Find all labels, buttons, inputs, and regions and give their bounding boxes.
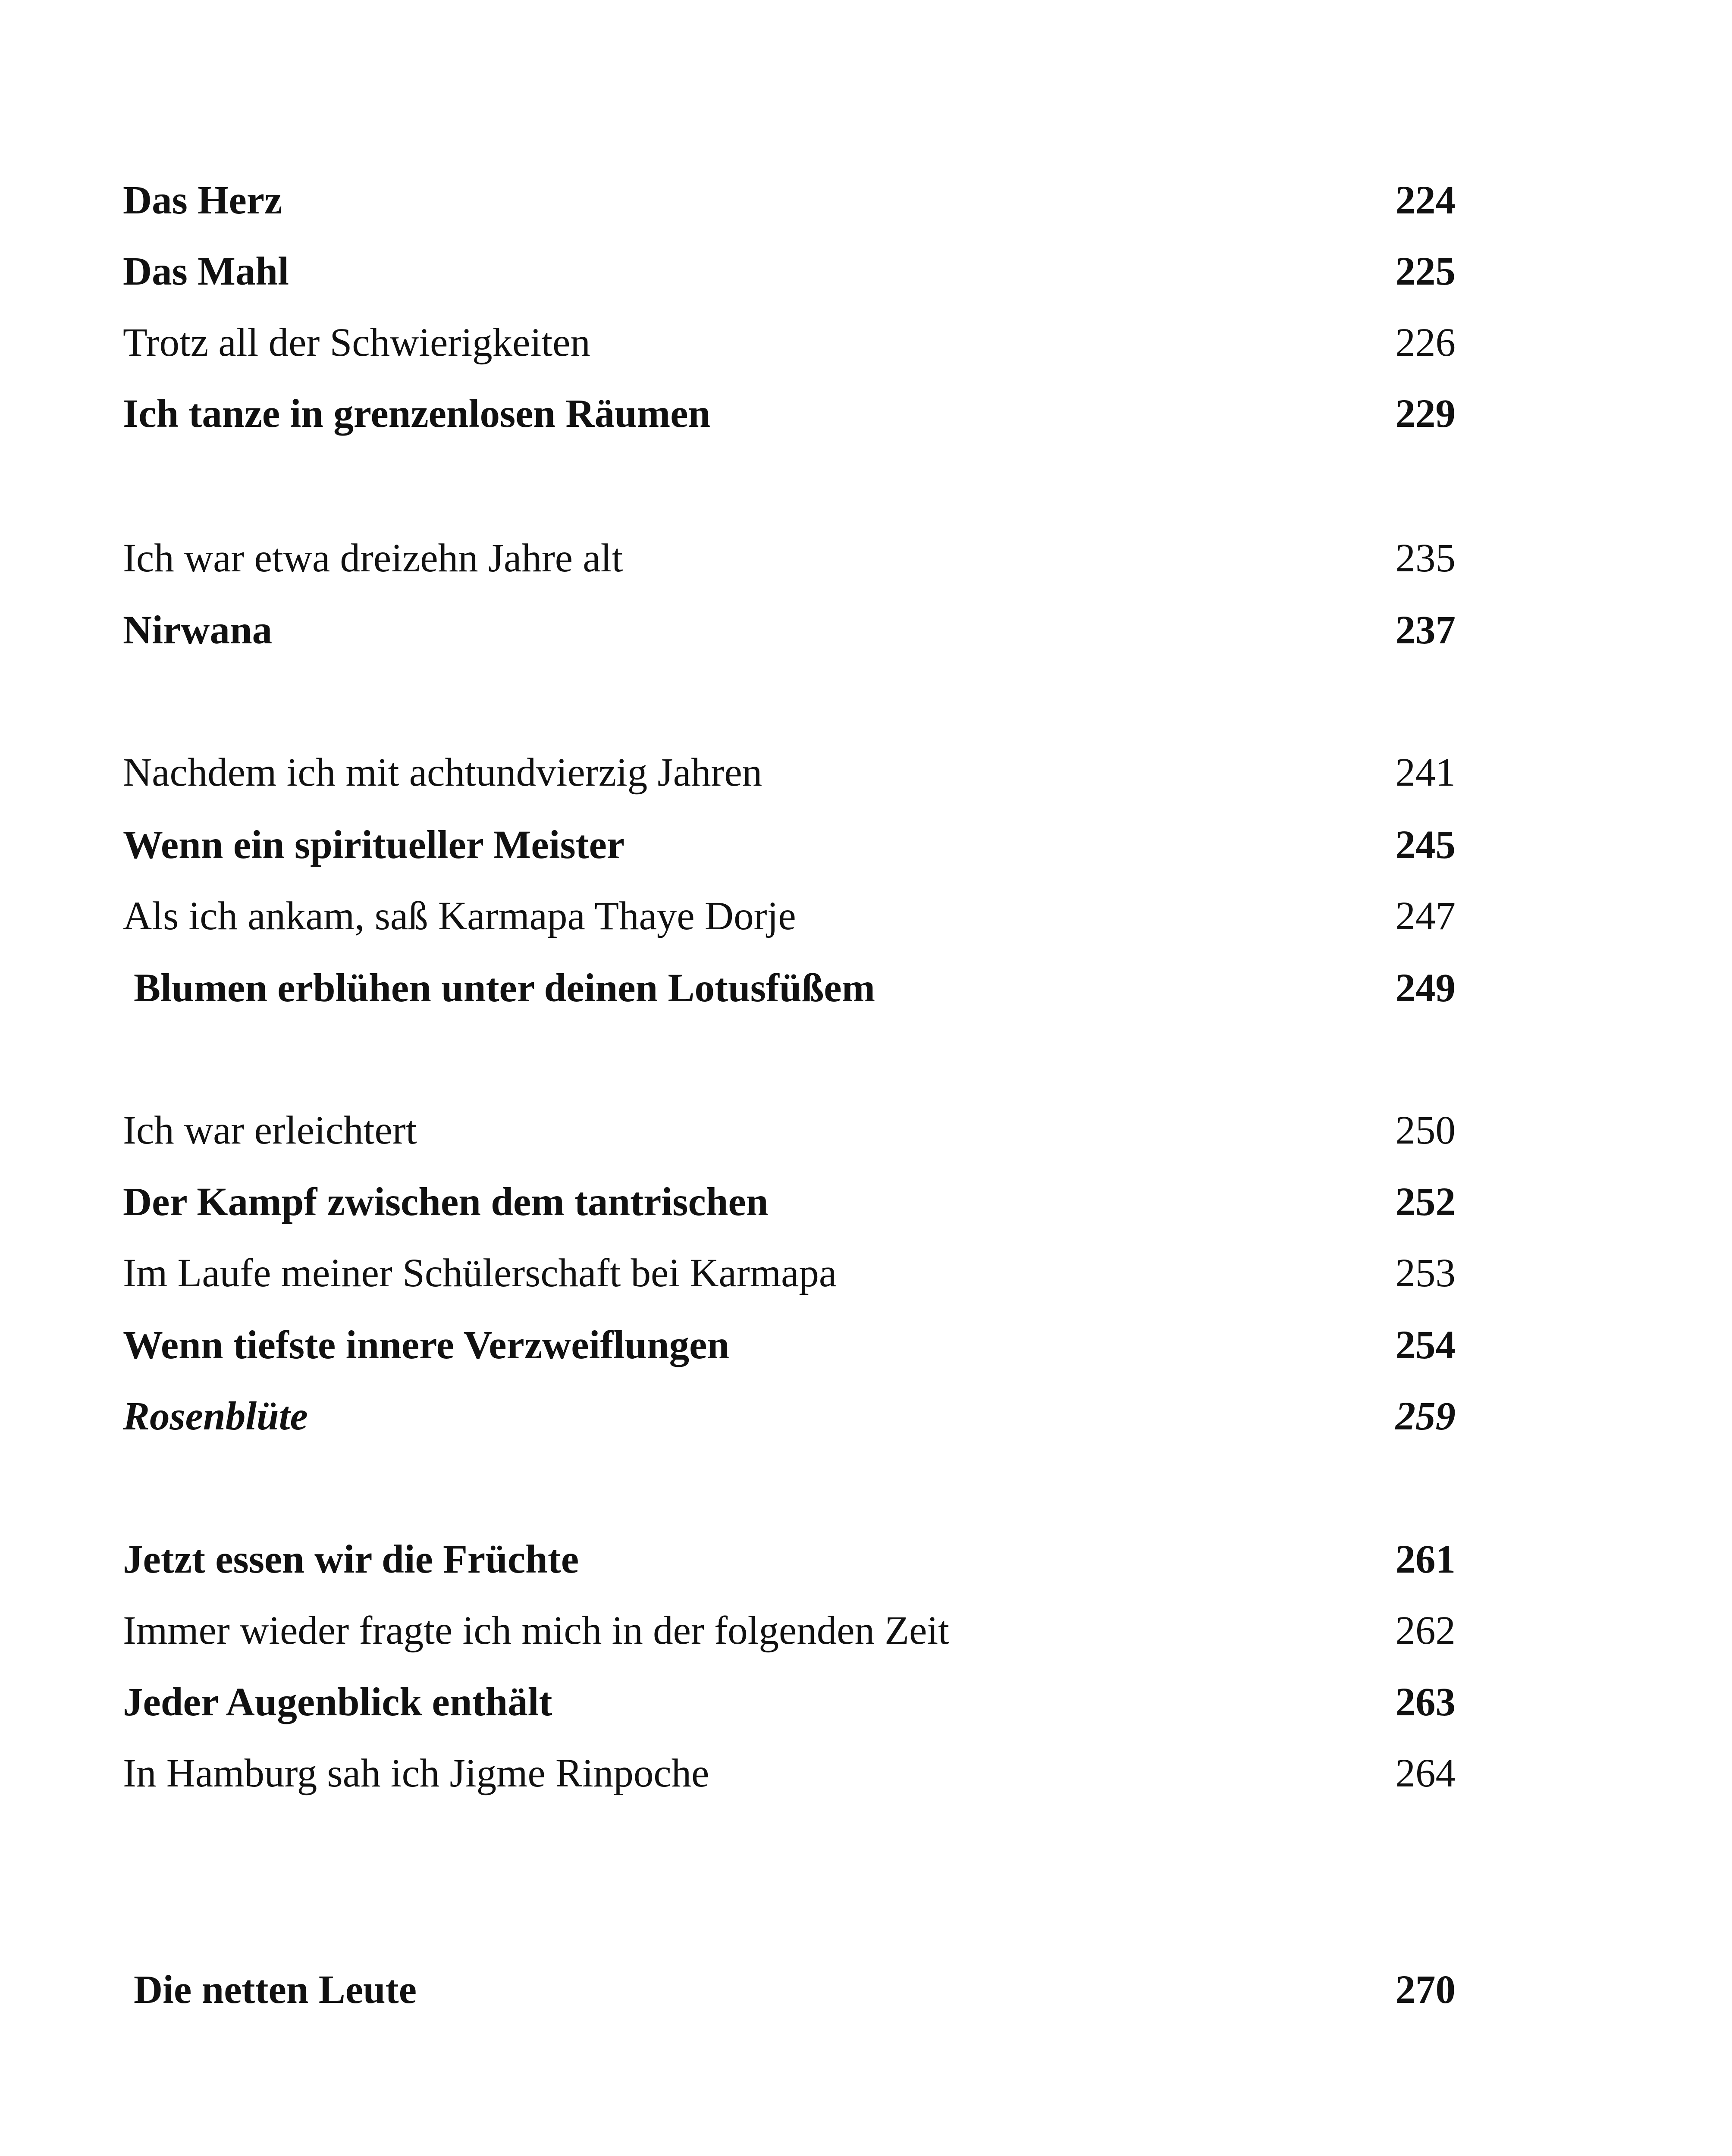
toc-entry: [123, 743, 1456, 803]
toc-entry-title: Ich war etwa dreizehn Jahre alt: [123, 536, 623, 580]
toc-entry-title: Wenn ein spiritueller Meister: [123, 823, 625, 867]
toc-entry-title: Das Herz: [123, 178, 282, 222]
toc-entry: [123, 1960, 1456, 2020]
toc-entry: [123, 815, 1456, 875]
toc-entry-title: Jetzt essen wir die Früchte: [123, 1537, 579, 1582]
toc-entry-page-number: 259: [1395, 1394, 1456, 1438]
toc-entry: [123, 1315, 1456, 1376]
toc-entry-title: Als ich ankam, saß Karmapa Thaye Dorje: [123, 894, 796, 938]
toc-entry-page-number: 229: [1395, 392, 1456, 436]
toc-entry: [123, 1601, 1456, 1661]
toc-entry-page-number: 253: [1395, 1251, 1456, 1295]
toc-entry: [123, 1672, 1456, 1733]
toc-entry-title: Das Mahl: [123, 249, 289, 294]
toc-entry: [123, 958, 1456, 1018]
toc-entry-title: Blumen erblühen unter deinen Lotusfüßem: [134, 966, 875, 1010]
toc-entry-title: Wenn tiefste innere Verzweiflungen: [123, 1323, 730, 1367]
toc-entry: [123, 384, 1456, 444]
toc-entry-page-number: 235: [1395, 536, 1456, 580]
toc-entry-page-number: 237: [1395, 608, 1456, 652]
toc-entry-page-number: 224: [1395, 178, 1456, 222]
toc-entry-page-number: 262: [1395, 1608, 1456, 1653]
toc-entry-page-number: 270: [1395, 1968, 1456, 2012]
toc-entry: [123, 600, 1456, 661]
toc-entry: [123, 170, 1456, 231]
toc-entry-title: Die netten Leute: [134, 1968, 417, 2012]
toc-entry-title: Der Kampf zwischen dem tantrischen: [123, 1180, 769, 1224]
toc-entry: [123, 1172, 1456, 1232]
toc-entry-page-number: 241: [1395, 750, 1456, 795]
toc-entry: [123, 313, 1456, 373]
toc-entry-page-number: 263: [1395, 1680, 1456, 1724]
toc-entry: [123, 1529, 1456, 1590]
toc-entry: [123, 241, 1456, 302]
toc-entry-page-number: 247: [1395, 894, 1456, 938]
toc-entry-title: In Hamburg sah ich Jigme Rinpoche: [123, 1751, 709, 1796]
toc-entry-page-number: 245: [1395, 823, 1456, 867]
toc-entry: [123, 1386, 1456, 1447]
toc-entry-title: Im Laufe meiner Schülerschaft bei Karmapa: [123, 1251, 837, 1295]
toc-entry-title: Rosenblüte: [123, 1394, 308, 1438]
toc-entry: [123, 528, 1456, 589]
toc-entry-title: Trotz all der Schwierigkeiten: [123, 320, 590, 365]
toc-entry-page-number: 225: [1395, 249, 1456, 294]
toc-entry: [123, 1243, 1456, 1304]
toc-entry-title: Ich tanze in grenzenlosen Räumen: [123, 392, 711, 436]
toc-entry-page-number: 264: [1395, 1751, 1456, 1796]
toc-entry-title: Nirwana: [123, 608, 273, 652]
toc-entry-page-number: 226: [1395, 320, 1456, 365]
toc-entry: [123, 886, 1456, 946]
toc-entry-title: Ich war erleichtert: [123, 1108, 417, 1153]
toc-entry-page-number: 252: [1395, 1180, 1456, 1224]
toc-entry-title: Immer wieder fragte ich mich in der folgenden Zeit: [123, 1608, 950, 1653]
toc-entry-page-number: 249: [1395, 966, 1456, 1010]
toc-entry-page-number: 254: [1395, 1323, 1456, 1367]
toc-entry: [123, 1743, 1456, 1804]
toc-entry-title: Nachdem ich mit achtundvierzig Jahren: [123, 750, 762, 795]
toc-entry-page-number: 261: [1395, 1537, 1456, 1582]
toc-entry-title: Jeder Augenblick enthält: [123, 1680, 552, 1724]
toc-entry: [123, 1100, 1456, 1161]
toc-entry-page-number: 250: [1395, 1108, 1456, 1153]
